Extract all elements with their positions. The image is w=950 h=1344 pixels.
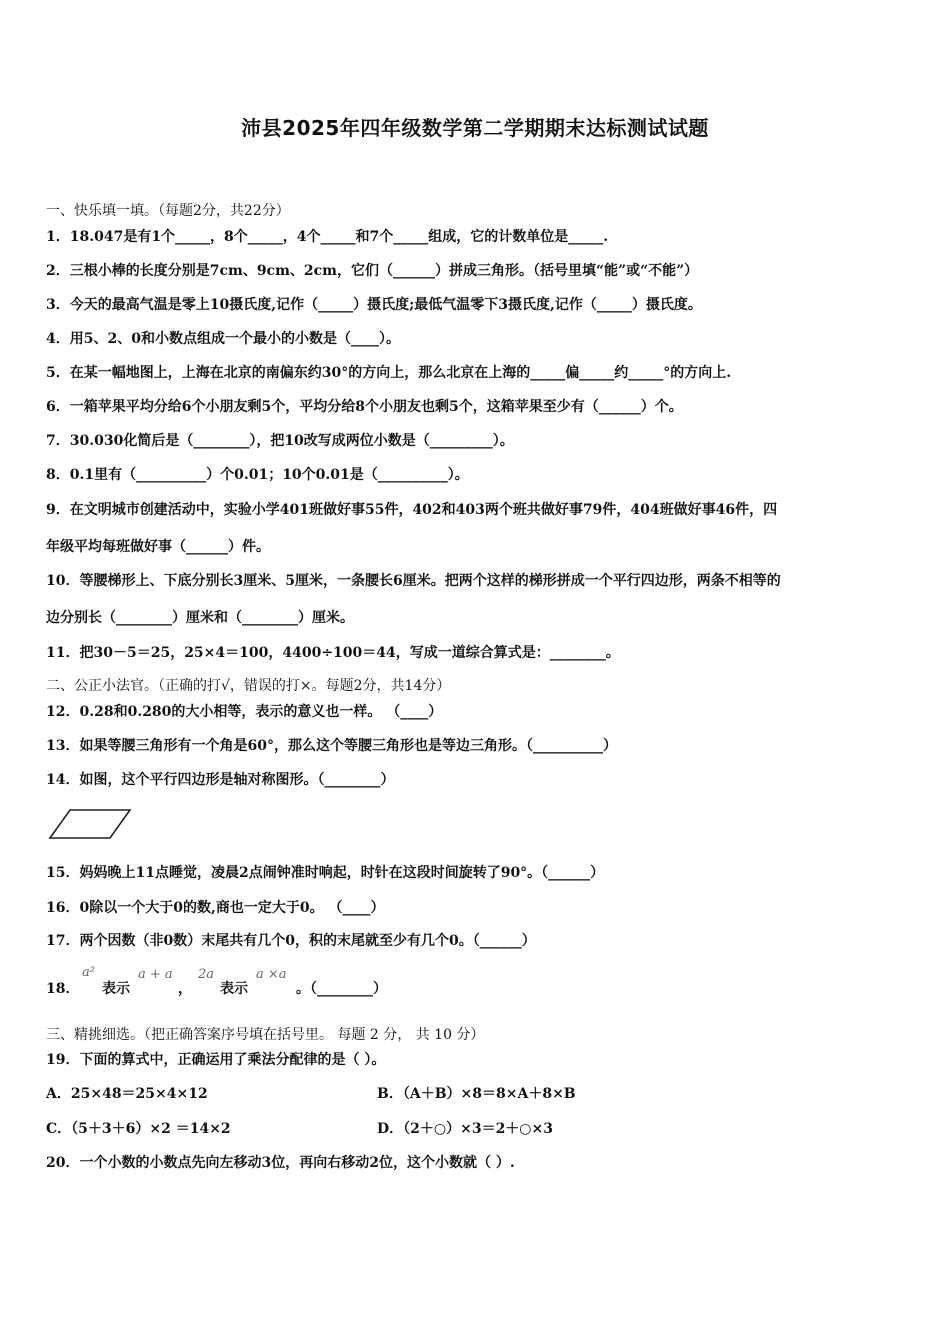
question-14: 14．如图，这个平行四边形是轴对称图形。（________）: [46, 772, 395, 788]
math-a-squared: a²: [82, 965, 95, 980]
question-18-text-1: 表示: [102, 981, 130, 997]
question-10-line-1: 10．等腰梯形上、下底分别长3厘米、5厘米，一条腰长6厘米。把两个这样的梯形拼成一个平行四边形，两条不相等的: [46, 573, 781, 589]
math-a-times-a: a ×a: [256, 967, 287, 982]
question-18-number: 18．: [46, 981, 80, 997]
question-13: 13．如果等腰三角形有一个角是60°，那么这个等腰三角形也是等边三角形。（__________）: [46, 738, 617, 754]
question-5: 5．在某一幅地图上，上海在北京的南偏东约30°的方向上，那么北京在上海的_____偏_____约_____°的方向上.: [46, 365, 732, 381]
question-12: 12．0.28和0.280的大小相等，表示的意义也一样。 （____）: [46, 704, 443, 720]
question-4: 4．用5、2、0和小数点组成一个最小的小数是（____）。: [46, 331, 400, 347]
math-a-plus-a: a + a: [138, 967, 173, 982]
question-11: 11．把30－5＝25，25×4＝100，4400÷100＝44，写成一道综合算式是：________。: [46, 645, 620, 661]
question-19: 19．下面的算式中，正确运用了乘法分配律的是（ ）。: [46, 1052, 386, 1068]
question-8: 8．0.1里有（__________）个0.01；10个0.01是（__________）。: [46, 467, 469, 483]
section-3-heading: 三、精挑细选。（把正确答案序号填在括号里。 每题 2 分， 共 10 分）: [46, 1027, 485, 1043]
question-6: 6．一箱苹果平均分给6个小朋友剩5个，平均分给8个小朋友也剩5个，这箱苹果至少有（______）个。: [46, 399, 683, 415]
question-10-line-2: 边分别长（________）厘米和（________）厘米。: [46, 610, 354, 626]
page-title: 沛县2025年四年级数学第二学期期末达标测试试题: [241, 116, 709, 140]
math-2a: 2a: [198, 967, 215, 982]
question-19-option-c: C．（5＋3＋6）×2 ＝14×2: [46, 1121, 231, 1137]
question-18-end: 。（________）: [296, 981, 387, 997]
section-2-heading: 二、公正小法官。（正确的打√，错误的打×。每题2分，共14分）: [46, 678, 451, 694]
question-1: 1．18.047是有1个_____，8个_____，4个_____和7个_____组成，它的计数单位是_____.: [46, 229, 609, 245]
section-1-heading: 一、快乐填一填。（每题2分，共22分）: [46, 203, 290, 219]
question-3: 3．今天的最高气温是零上10摄氏度,记作（_____）摄氏度;最低气温零下3摄氏度,记作（_____）摄氏度。: [46, 297, 702, 313]
question-19-option-a: A．25×48＝25×4×12: [46, 1086, 208, 1102]
question-18-text-2: 表示: [220, 981, 248, 997]
question-19-option-d: D．（2＋○）×3＝2＋○×3: [377, 1121, 553, 1137]
question-17: 17．两个因数（非0数）末尾共有几个0，积的末尾就至少有几个0。（______）: [46, 933, 536, 949]
parallelogram-figure: [46, 806, 136, 842]
question-16: 16．0除以一个大于0的数,商也一定大于0。 （____）: [46, 900, 385, 916]
question-2: 2．三根小棒的长度分别是7cm、9cm、2cm，它们（______）拼成三角形。（括号里填“能”或“不能”）: [46, 263, 699, 279]
question-9-line-2: 年级平均每班做好事（______）件。: [46, 539, 270, 555]
question-20: 20．一个小数的小数点先向左移动3位，再向右移动2位，这个小数就（ ）.: [46, 1155, 515, 1171]
question-9-line-1: 9．在文明城市创建活动中，实验小学401班做好事55件，402和403两个班共做好事79件，404班做好事46件，四: [46, 502, 778, 518]
question-19-option-b: B．（A＋B）×8＝8×A＋8×B: [377, 1086, 576, 1102]
question-15: 15．妈妈晚上11点睡觉，凌晨2点闹钟准时响起，时针在这段时间旋转了90°。（______）: [46, 865, 605, 881]
question-7: 7．30.030化简后是（________），把10改写成两位小数是（_________）。: [46, 433, 514, 449]
question-18-comma: ，: [178, 981, 192, 997]
